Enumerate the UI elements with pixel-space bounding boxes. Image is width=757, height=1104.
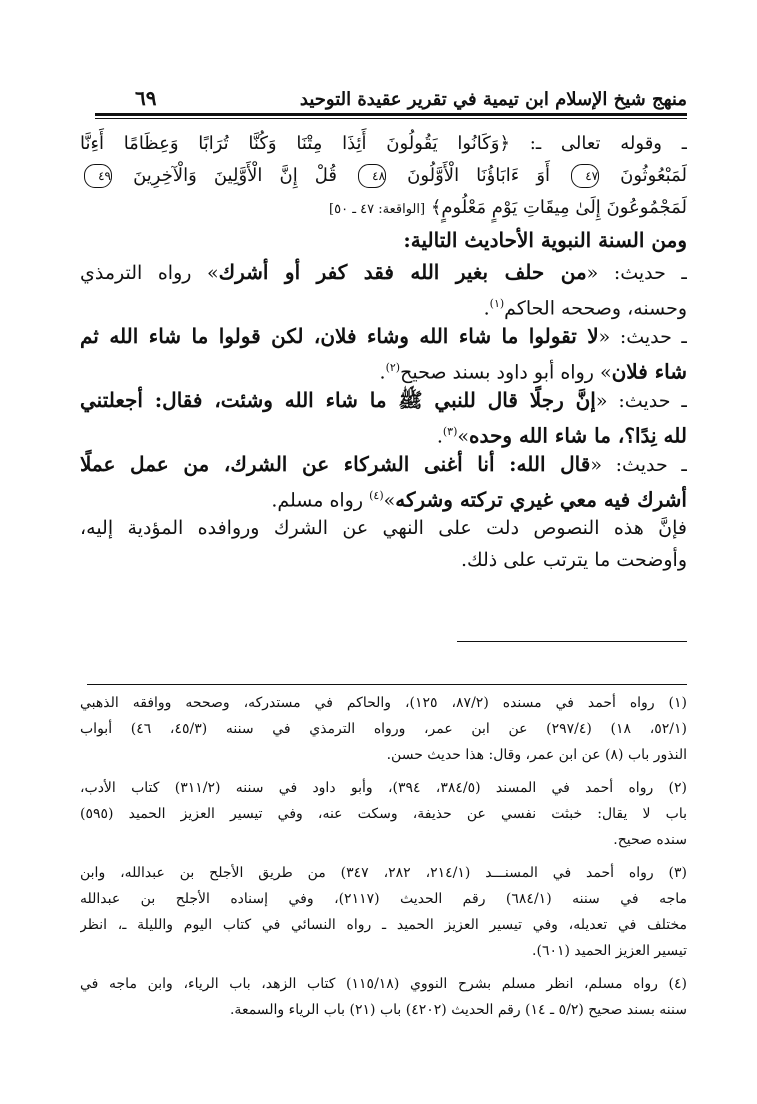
footnotes [80, 690, 687, 1023]
page-number: ٦٩ [135, 86, 157, 110]
footnote-3: (٣) رواه أحمد في المسنـــد (٢١٤/١، ٢٨٢، ٣٤٧) من طريق الأجلح بن عبدالله، وابن [80, 865, 687, 881]
quran-line-1: ـ وقوله تعالى ـ: ﴿وَكَانُوا يَقُولُونَ أَئِذَا مِتْنَا وَكُنَّا تُرَابًا وَعِظَامًا أَءِنَّا [80, 133, 687, 154]
footnote-2: باب لا يقال: خبثت نفسي عن حذيفة، وسكت عنه، وفي تيسير العزيز الحميد (٥٩٥) [80, 806, 687, 822]
footnote-2: (٢) رواه أحمد في المسند (٣٨٤/٥، ٣٩٤)، وأبو داود في سننه (٣١١/٢) كتاب الأدب، [80, 780, 687, 796]
hadith-4-line-2: أشرك فيه معي غيري تركته وشركه»$^{(٤)}$ رواه مسلم. [271, 487, 687, 512]
running-header [95, 86, 687, 110]
footnote-2: سنده صحيح. [613, 832, 687, 848]
footnote-1: (١) رواه أحمد في مسنده (٨٧/٢، ١٢٥)، والحاكم في مستدركه، وصححه ووافقه الذهبي [80, 695, 687, 711]
footnote-ref-2[interactable]: (٢) [385, 361, 401, 374]
footnote-separator [87, 684, 687, 685]
quran-line-3: لَمَجْمُوعُونَ إِلَىٰ مِيقَاتِ يَوْمٍ مَعْلُومٍ﴾ [الواقعة: ٤٧ ـ ٥٠] [329, 197, 687, 218]
ayah-number-49: ٤٩ [84, 164, 112, 188]
hadith-2-line-1: ـ حديث: «لا تقولوا ما شاء الله وشاء فلان، لكن قولوا ما شاء الله ثم [80, 324, 687, 348]
end-underline [457, 641, 687, 642]
header-rule-thin [95, 118, 687, 119]
footnote-4: (٤) رواه مسلم، انظر مسلم بشرح النووي (١١٥/١٨) كتاب الزهد، باب الرياء، وابن ماجه في [80, 976, 687, 992]
main-text [80, 128, 687, 576]
hadith-3-line-2: لله نِدًا؟، ما شاء الله وحده»$^{(٣)}$. [436, 423, 687, 448]
footnote-1: النذور باب (٨) عن ابن عمر، وقال: هذا حديث حسن. [386, 747, 687, 763]
section-heading: ومن السنة النبوية الأحاديث التالية: [403, 228, 687, 252]
conclusion-line-1: فإنَّ هذه النصوص دلت على النهي عن الشرك وروافده المؤدية إليه، [80, 517, 687, 539]
ayah-number-47: ٤٧ [571, 164, 599, 188]
header-title: منهج شيخ الإسلام ابن تيمية في تقرير عقيدة التوحيد [299, 89, 687, 110]
quran-reference: [الواقعة: ٤٧ ـ ٥٠] [329, 202, 426, 217]
footnote-3: مختلف في تعديله، وفي تيسير العزيز الحميد ـ رواه النسائي في كتاب اليوم والليلة ـ، انظر [80, 917, 687, 933]
footnote-ref-3[interactable]: (٣) [442, 425, 458, 438]
header-rule-thick [95, 113, 687, 116]
hadith-1-line-1: ـ حديث: «من حلف بغير الله فقد كفر أو أشرك» رواه الترمذي [80, 260, 687, 284]
footnote-ref-1[interactable]: (١) [489, 297, 505, 310]
footnote-1: (٥٢/١، ١٨) (٢٩٧/٤) عن ابن عمر، ورواه الترمذي في سننه (٤٥/٣، ٤٦) أبواب [80, 721, 687, 737]
hadith-2-line-2: شاء فلان» رواه أبو داود بسند صحيح$^{(٢)}$. [379, 359, 687, 384]
footnote-3: تيسير العزيز الحميد (٦٠١). [532, 943, 687, 959]
footnote-4: سننه بسند صحيح (٥/٢ ـ ١٤) رقم الحديث (٤٢٠٢) باب (٢١) باب الرياء والسمعة. [229, 1002, 687, 1018]
quran-line-2: لَمَبْعُوثُونَ ٤٧ أَوَ ءَابَاؤُنَا الْأَوَّلُونَ ٤٨ قُلْ إِنَّ الْأَوَّلِينَ وَالْآخِرِينَ ٤٩ [80, 160, 687, 192]
conclusion-line-2: وأوضحت ما يترتب على ذلك. [460, 549, 687, 571]
footnote-3: ماجه في سننه (٦٨٤/١) رقم الحديث (٢١١٧)، وفي إسناده الأجلح بن عبدالله [80, 891, 687, 907]
hadith-4-line-1: ـ حديث: «قال الله: أنا أغنى الشركاء عن الشرك، من عمل عملًا [80, 452, 687, 476]
ayah-number-48: ٤٨ [358, 164, 386, 188]
hadith-3-line-1: ـ حديث: «إنَّ رجلًا قال للنبي ﷺ ما شاء الله وشئت، فقال: أجعلتني [80, 388, 687, 412]
footnote-ref-4[interactable]: (٤) [369, 489, 384, 502]
hadith-1-line-2: وحسنه، وصححه الحاكم$^{(١)}$. [483, 297, 687, 320]
